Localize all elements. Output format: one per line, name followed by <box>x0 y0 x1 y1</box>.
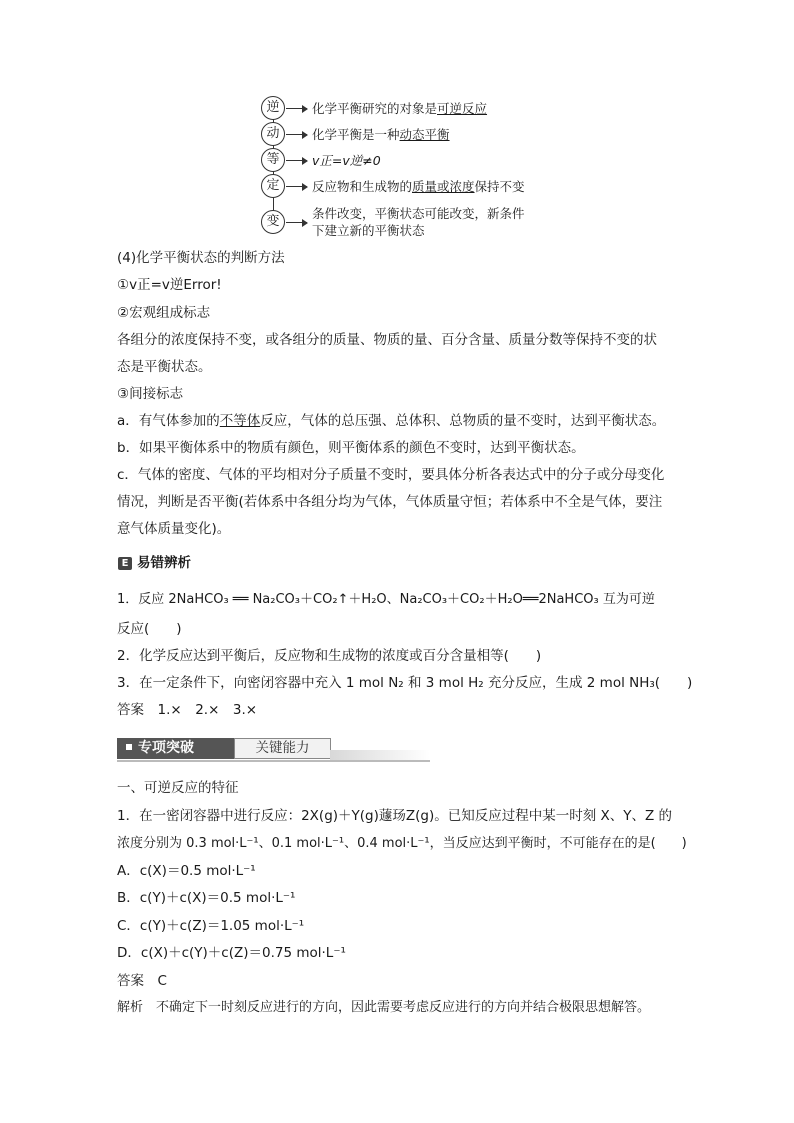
criterion-3c-line1: c．气体的密度、气体的平均相对分子质量不变时，要具体分析各表达式中的分子或分母变化 <box>117 467 665 483</box>
diagram-text-change-line2: 下建立新的平衡状态 <box>312 223 425 238</box>
diagram-text-change-line1: 条件改变，平衡状态可能改变，新条件 <box>312 206 525 221</box>
pitfalls-answer: 答案 1.× 2.× 3.× <box>117 702 258 718</box>
banner-square-icon <box>126 744 132 750</box>
criterion-2-text-line2: 态是平衡状态。 <box>117 359 212 375</box>
diagram-node-equal: 等 <box>261 148 285 172</box>
banner-underline <box>117 760 430 762</box>
practice-analysis: 解析 不确定下一时刻反应进行的方向，因此需要考虑反应进行的方向并结合极限思想解答。 <box>117 1000 651 1015</box>
practice-heading: 一、可逆反应的特征 <box>117 780 239 796</box>
criterion-1: ①v正=v逆Error! <box>117 277 222 293</box>
criterion-3-heading: ③间接标志 <box>117 386 184 402</box>
diagram-arrow <box>286 134 307 135</box>
diagram-node-fixed: 定 <box>261 174 285 198</box>
diagram-arrow <box>286 222 307 223</box>
diagram-text-reversible: 化学平衡研究的对象是可逆反应 <box>312 101 488 116</box>
practice-q1-line2: 浓度分别为 0.3 mol·L⁻¹、0.1 mol·L⁻¹、0.4 mol·L⁻¹，当反应达到平衡时，不可能存在的是( ) <box>117 836 687 851</box>
diagram-text-dynamic: 化学平衡是一种动态平衡 <box>312 127 450 142</box>
criterion-3b: b．如果平衡体系中的物质有颜色，则平衡体系的颜色不变时，达到平衡状态。 <box>117 440 585 456</box>
criterion-3a: a．有气体参加的不等体反应，气体的总压强、总体积、总物质的量不变时，达到平衡状态。 <box>117 413 666 429</box>
criterion-2-text-line1: 各组分的浓度保持不变，或各组分的质量、物质的量、百分含量、质量分数等保持不变的状 <box>117 332 657 348</box>
practice-answer: 答案 C <box>117 973 167 989</box>
criterion-3c-line3: 意气体质量变化)。 <box>117 521 231 537</box>
pitfall-q3: 3．在一定条件下，向密闭容器中充入 1 mol N₂ 和 3 mol H₂ 充分反应，生成 2 mol NH₃( ) <box>117 675 693 691</box>
criterion-3c-line2: 情况，判断是否平衡(若体系中各组分均为气体，气体质量守恒；若体系中不全是气体，要注 <box>117 494 663 510</box>
pitfall-q1-line1: 1．反应 2NaHCO₃ ══ Na₂CO₃＋CO₂↑＋H₂O、Na₂CO₃＋CO₂＋H₂O══2NaHCO₃ 互为可逆 <box>117 592 655 607</box>
option-b: B．c(Y)＋c(X)＝0.5 mol·L⁻¹ <box>117 890 296 906</box>
pitfalls-icon: E <box>118 557 132 570</box>
pitfalls-title: 易错辨析 <box>137 555 191 571</box>
section-banner-dark: 专项突破 <box>117 738 234 759</box>
diagram-node-dynamic: 动 <box>261 122 285 146</box>
diagram-arrow <box>286 108 307 109</box>
diagram-arrow <box>286 186 307 187</box>
diagram-text-equal: v正=v逆≠0 <box>312 153 381 168</box>
option-d: D．c(X)＋c(Y)＋c(Z)＝0.75 mol·L⁻¹ <box>117 945 346 961</box>
practice-q1-line1: 1．在一密闭容器中进行反应：2X(g)＋Y(g)蘧玚Z(g)。已知反应过程中某一时刻 X、Y、Z 的 <box>117 808 673 824</box>
diagram-text-fixed: 反应物和生成物的质量或浓度保持不变 <box>312 179 525 194</box>
option-c: C．c(Y)＋c(Z)＝1.05 mol·L⁻¹ <box>117 918 305 934</box>
diagram-arrow <box>286 160 307 161</box>
diagram-node-reversible: 逆 <box>261 96 285 120</box>
section-title: (4)化学平衡状态的判断方法 <box>117 250 285 266</box>
criterion-2-heading: ②宏观组成标志 <box>117 305 211 321</box>
pitfall-q1-line2: 反应( ) <box>117 621 182 637</box>
banner-fade <box>330 750 430 760</box>
diagram-node-change: 变 <box>261 210 285 234</box>
option-a: A．c(X)＝0.5 mol·L⁻¹ <box>117 863 256 879</box>
section-banner-light: 关键能力 <box>234 738 331 759</box>
pitfall-q2: 2．化学反应达到平衡后，反应物和生成物的浓度或百分含量相等( ) <box>117 648 542 664</box>
